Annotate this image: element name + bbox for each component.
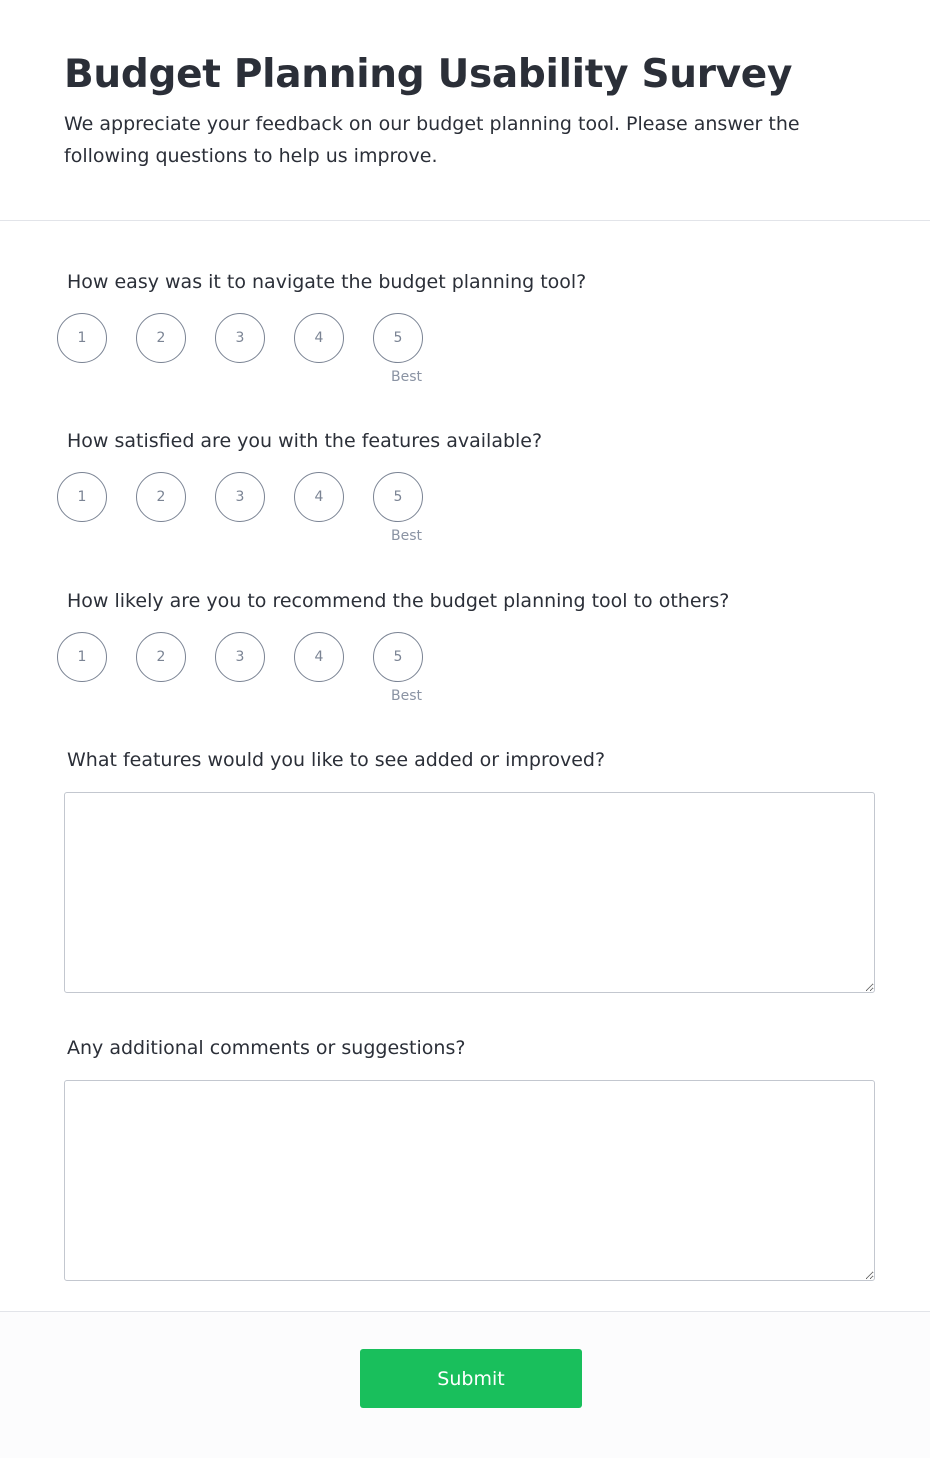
rating-option-1[interactable]: 1 [57,472,107,522]
rating-option-4[interactable]: 4 [294,472,344,522]
rating-option-1[interactable]: 1 [57,313,107,363]
rating-option-5[interactable]: 5 [373,632,423,682]
features-textarea[interactable] [64,792,875,993]
rating-option-3[interactable]: 3 [215,472,265,522]
submit-button[interactable]: Submit [360,1349,582,1408]
question-comments-label: Any additional comments or suggestions? [67,1037,466,1059]
survey-header [0,0,930,221]
rating-option-4[interactable]: 4 [294,632,344,682]
rating-group-recommend [57,632,437,712]
rating-max-label: Best [391,369,423,385]
rating-option-3[interactable]: 3 [215,632,265,682]
rating-option-2[interactable]: 2 [136,313,186,363]
comments-textarea[interactable] [64,1080,875,1281]
rating-option-5[interactable]: 5 [373,313,423,363]
rating-group-satisfaction [57,472,437,552]
rating-option-1[interactable]: 1 [57,632,107,682]
question-navigation-label: How easy was it to navigate the budget planning tool? [67,271,587,293]
rating-option-2[interactable]: 2 [136,472,186,522]
page-title: Budget Planning Usability Survey [64,52,793,97]
rating-option-3[interactable]: 3 [215,313,265,363]
question-recommend-label: How likely are you to recommend the budget planning tool to others? [67,590,730,612]
question-features-label: What features would you like to see added or improved? [67,749,606,771]
question-satisfaction-label: How satisfied are you with the features available? [67,430,543,452]
rating-option-2[interactable]: 2 [136,632,186,682]
rating-max-label: Best [391,528,423,544]
rating-max-label: Best [391,688,423,704]
rating-option-4[interactable]: 4 [294,313,344,363]
survey-intro: We appreciate your feedback on our budget planning tool. Please answer the following questions to help us improve. [64,113,800,167]
rating-option-5[interactable]: 5 [373,472,423,522]
rating-group-navigation [57,313,437,393]
